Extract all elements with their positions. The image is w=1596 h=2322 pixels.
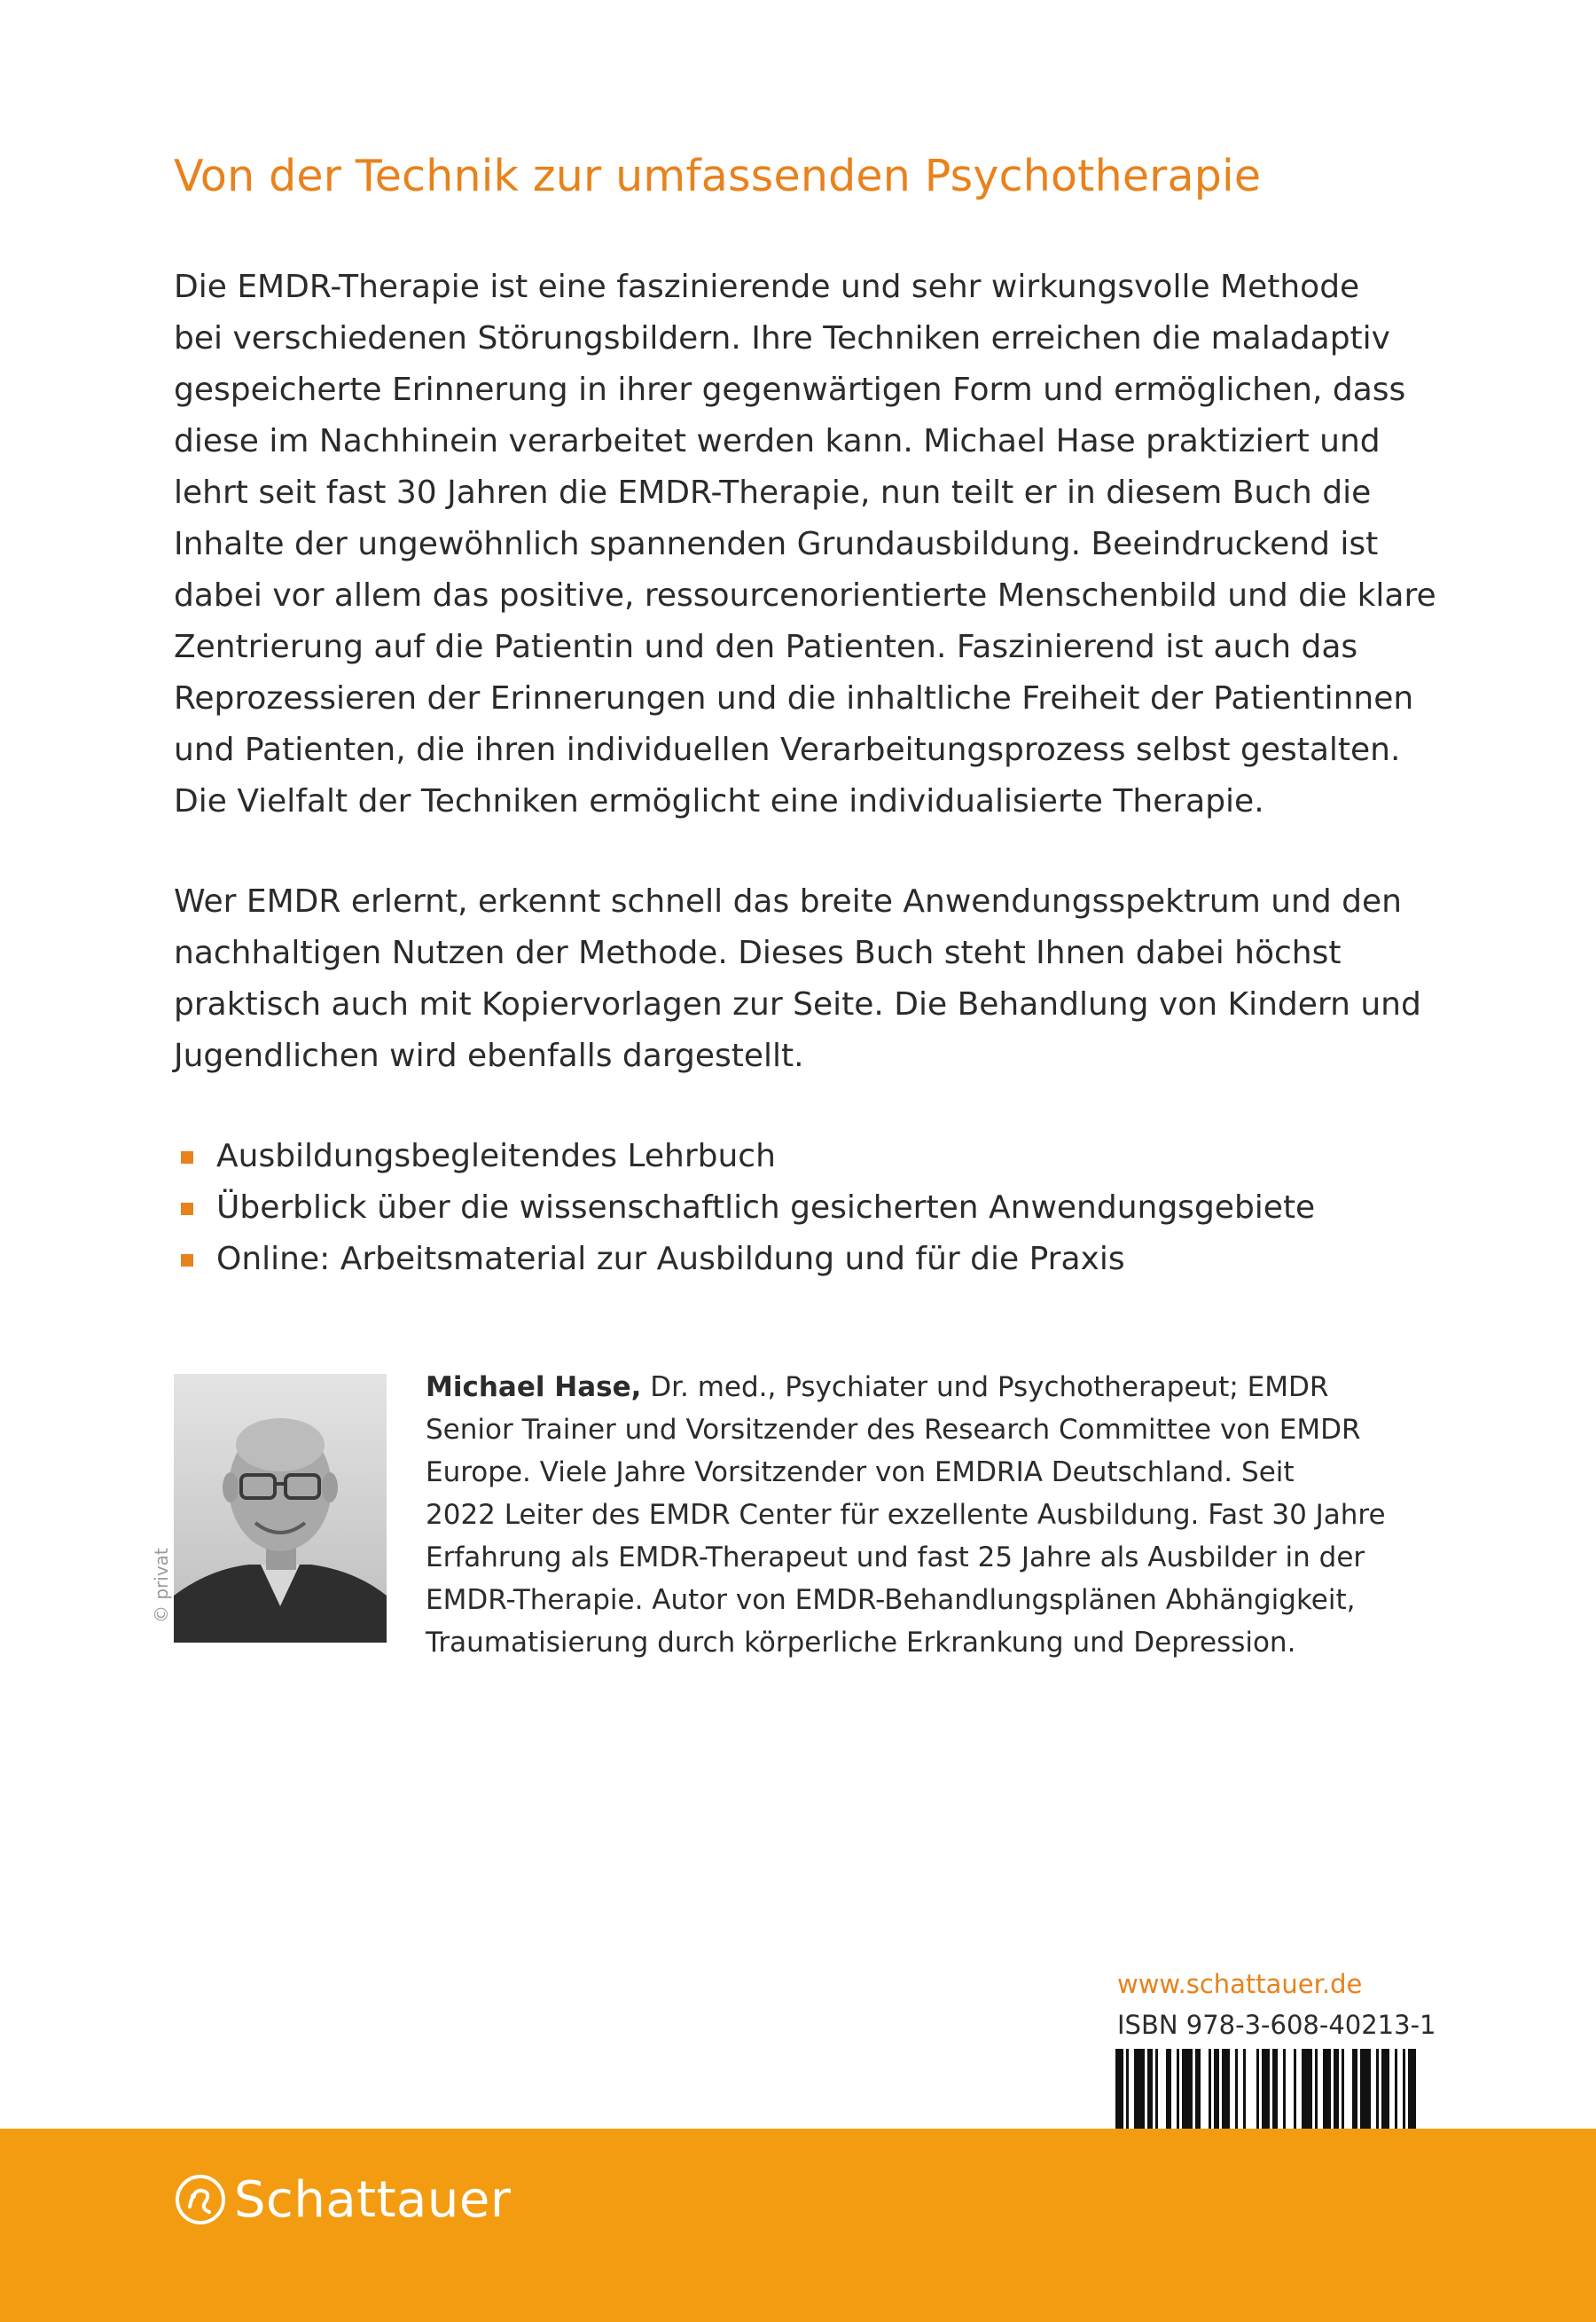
text-line: Europe. Viele Jahre Vorsitzender von EMDRIA Deutschland. Seit [426,1456,1295,1488]
text-line: Erfahrung als EMDR-Therapeut und fast 25 Jahre als Ausbilder in der [426,1541,1365,1573]
text-line: Zentrierung auf die Patientin und den Patienten. Faszinierend ist auch das [174,629,1358,665]
cover-heading: Von der Technik zur umfassenden Psychotherapie [174,151,1262,201]
text-line: Traumatisierung durch körperliche Erkrankung und Depression. [426,1627,1296,1659]
feature-list [181,1131,1315,1285]
text-line: Senior Trainer und Vorsitzender des Research Committee von EMDR [426,1414,1361,1446]
list-item-label: Ausbildungsbegleitendes Lehrbuch [216,1138,776,1174]
author-name: Michael Hase, [426,1371,642,1403]
list-item-label: Online: Arbeitsmaterial zur Ausbildung und für die Praxis [216,1241,1125,1277]
author-portrait-icon [174,1374,387,1643]
author-bio-intro: Dr. med., Psychiater und Psychotherapeut; EMDR [641,1371,1329,1403]
text-line: Die EMDR-Therapie ist eine faszinierende und sehr wirkungsvolle Methode [174,269,1360,305]
text-line: 2022 Leiter des EMDR Center für exzellente Ausbildung. Fast 30 Jahre [426,1499,1386,1531]
text-line: praktisch auch mit Kopiervorlagen zur Seite. Die Behandlung von Kindern und [174,986,1421,1023]
text-line: gespeicherte Erinnerung in ihrer gegenwärtigen Form und ermöglichen, dass [174,372,1406,408]
bullet-square-icon [181,1254,193,1267]
author-photo [174,1374,387,1643]
text-line: Wer EMDR erlernt, erkennt schnell das breite Anwendungsspektrum und den [174,883,1402,920]
bullet-square-icon [181,1151,193,1164]
schattauer-logo-icon [174,2173,227,2226]
photo-credit: © privat [151,1548,172,1623]
publisher-website-link[interactable]: www.schattauer.de [1117,1969,1363,1999]
text-line: nachhaltigen Nutzen der Methode. Dieses Buch steht Ihnen dabei höchst [174,935,1342,971]
publisher-logo [174,2169,511,2231]
text-line: dabei vor allem das positive, ressourcenorientierte Menschenbild und die klare [174,577,1436,614]
intro-paragraph [174,262,1436,828]
text-line [426,1366,1445,1408]
text-line: Reprozessieren der Erinnerungen und die inhaltliche Freiheit der Patientinnen [174,680,1414,717]
list-item [181,1234,1315,1285]
text-line: Jugendlichen wird ebenfalls dargestellt. [174,1038,804,1074]
text-line: Inhalte der ungewöhnlich spannenden Grundausbildung. Beeindruckend ist [174,526,1379,562]
barcode-icon [1115,2049,1424,2129]
text-line: EMDR-Therapie. Autor von EMDR-Behandlungsplänen Abhängigkeit, [426,1584,1356,1616]
text-line: diese im Nachhinein verarbeitet werden kann. Michael Hase praktiziert und [174,423,1381,459]
list-item [181,1182,1315,1234]
author-bio [426,1366,1445,1664]
text-line: und Patienten, die ihren individuellen Verarbeitungsprozess selbst gestalten. [174,732,1401,768]
text-line: bei verschiedenen Störungsbildern. Ihre Techniken erreichen die maladaptiv [174,320,1390,357]
text-line: Die Vielfalt der Techniken ermöglicht eine individualisierte Therapie. [174,783,1264,820]
isbn-label: ISBN 978-3-608-40213-1 [1117,2010,1436,2040]
bullet-square-icon [181,1203,193,1215]
list-item-label: Überblick über die wissenschaftlich gesicherten Anwendungsgebiete [216,1189,1316,1226]
publisher-name: Schattauer [234,2170,512,2229]
text-line: lehrt seit fast 30 Jahren die EMDR-Therapie, nun teilt er in diesem Buch die [174,475,1372,511]
usage-paragraph [174,876,1433,1082]
list-item [181,1131,1315,1182]
